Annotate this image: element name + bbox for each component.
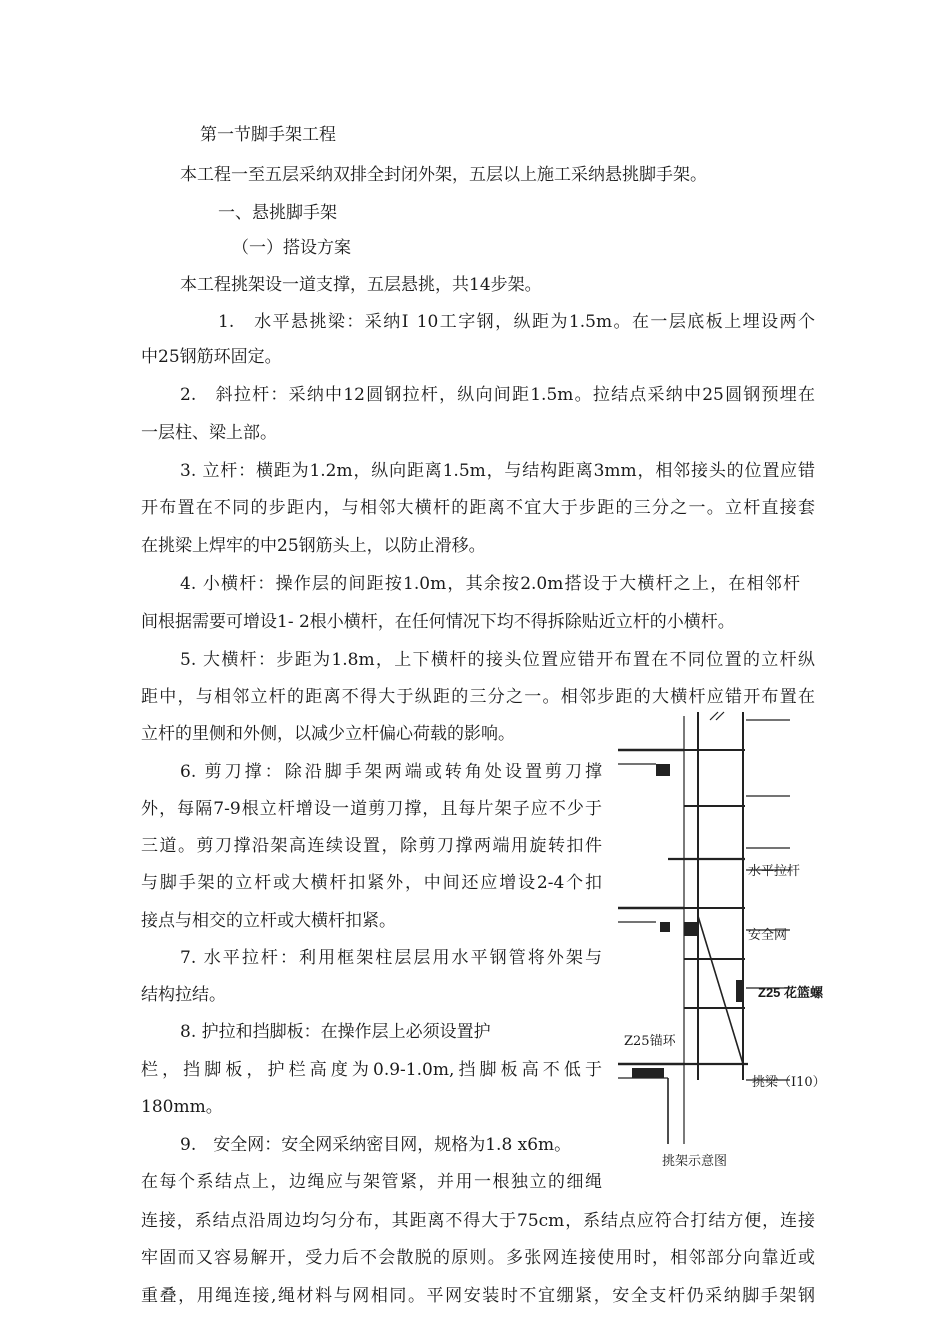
heading-level-1: 一、悬挑脚手架 — [218, 203, 337, 223]
item-4-line-2: 间根据需要可增设1- 2根小横杆，在任何情况下均不得拆除贴近立杆的小横杆。 — [141, 612, 735, 632]
item-9-line-4: 牢固而又容易解开，受力后不会散脱的原则。多张网连接使用时，相邻部分向靠近或 — [141, 1248, 815, 1268]
heading-level-2: （一）搭设方案 — [232, 238, 351, 258]
item-1-line-1: 1. 水平悬挑梁：采纳Ⅰ 10工字钢，纵距为1.5m。在一层底板上埋设两个 — [218, 312, 815, 332]
label-horizontal-tie: 水平拉杆 — [748, 864, 801, 879]
item-6-line-3: 三道。剪刀撑沿架高连续设置，除剪刀撑两端用旋转扣件 — [141, 836, 602, 856]
item-9-line-2: 在每个系结点上，边绳应与架管紧，并用一根独立的细绳 — [141, 1172, 602, 1192]
item-8-line-3: 180mm。 — [141, 1097, 223, 1117]
item-3-line-3: 在挑梁上焊牢的中25钢筋头上，以防止滑移。 — [141, 536, 486, 556]
item-5-line-3: 立杆的里侧和外侧，以减少立杆偏心荷载的影响。 — [141, 724, 515, 744]
item-2-line-1: 2. 斜拉杆：采纳中12圆钢拉杆，纵向间距1.5m。拉结点采纳中25圆钢预埋在 — [180, 385, 815, 405]
item-6-line-1: 6. 剪刀撑：除沿脚手架两端或转角处设置剪刀撑 — [180, 762, 602, 782]
section-title: 第一节脚手架工程 — [200, 125, 336, 145]
label-turnbuckle: Z25 花篮螺 — [758, 985, 824, 1000]
label-anchor-ring: Z25锚环 — [624, 1034, 676, 1049]
label-beam: 挑梁（I10） — [752, 1075, 826, 1090]
item-5-line-2: 距中，与相邻立杆的距离不得大于纵距的三分之一。相邻步距的大横杆应错开布置在 — [141, 687, 815, 707]
item-3-line-1: 3. 立杆：横距为1.2m，纵向距离1.5m，与结构距离3mm，相邻接头的位置应错 — [180, 461, 815, 481]
item-7-line-2: 结构拉结。 — [141, 985, 226, 1005]
item-8-line-2: 栏，挡脚板，护栏高度为0.9-1.0m,挡脚板高不低于 — [141, 1060, 602, 1080]
paragraph-support: 本工程挑架设一道支撑，五层悬挑，共14步架。 — [180, 275, 542, 295]
item-2-line-2: 一层柱、梁上部。 — [141, 423, 277, 443]
intro-paragraph: 本工程一至五层采纳双排全封闭外架，五层以上施工采纳悬挑脚手架。 — [180, 165, 707, 185]
item-8-line-1: 8. 护拉和挡脚板：在操作层上必须设置护 — [180, 1022, 491, 1042]
item-6-line-4: 与脚手架的立杆或大横杆扣紧外，中间还应增设2-4个扣 — [141, 873, 602, 893]
item-4-line-1: 4. 小横杆：操作层的间距按1.0m，其余按2.0m搭设于大横杆之上，在相邻杆 — [180, 574, 800, 594]
item-6-line-5: 接点与相交的立杆或大横杆扣紧。 — [141, 911, 396, 931]
item-6-line-2: 外，每隔7-9根立杆增设一道剪刀撑，且每片架子应不少于 — [141, 799, 602, 819]
item-9-line-3: 连接，系结点沿周边均匀分布，其距离不得大于75cm，系结点应符合打结方便，连接 — [141, 1211, 815, 1231]
figure-caption: 挑架示意图 — [662, 1154, 728, 1169]
item-9-line-1: 9. 安全网：安全网采纳密目网，规格为1.8 x6m。 — [180, 1135, 572, 1155]
item-3-line-2: 开布置在不同的步距内，与相邻大横杆的距离不宜大于步距的三分之一。立杆直接套 — [141, 498, 815, 518]
item-5-line-1: 5. 大横杆：步距为1.8m，上下横杆的接头位置应错开布置在不同位置的立杆纵 — [180, 650, 815, 670]
item-7-line-1: 7. 水平拉杆：利用框架柱层层用水平钢管将外架与 — [180, 948, 602, 968]
label-safety-net: 安全网 — [748, 928, 788, 943]
item-1-line-2: 中25钢筋环固定。 — [141, 347, 282, 367]
item-9-line-5: 重叠，用绳连接,绳材料与网相同。平网安装时不宜绷紧，安全支杆仍采纳脚手架钢 — [141, 1286, 815, 1306]
